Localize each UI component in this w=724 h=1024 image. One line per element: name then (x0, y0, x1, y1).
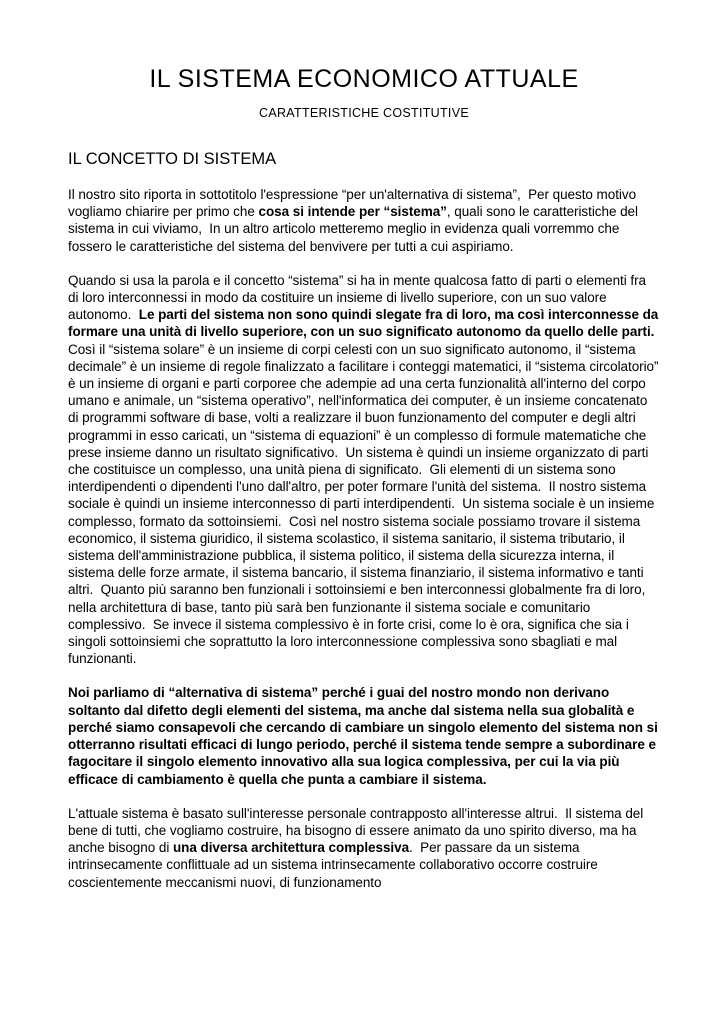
paragraph-2 (68, 272, 663, 668)
document-title: IL SISTEMA ECONOMICO ATTUALE (149, 65, 579, 93)
paragraph-3 (68, 684, 660, 787)
paragraph-1 (68, 186, 660, 255)
text-run: L'attuale sistema è basato sull'interesse personale contrapposto all'interesse altrui. Il sistema del bene di tutti, che vogliamo costruire, ha bisogno di essere animato da uno spirito diverso, ma ha anche bisogno di (68, 805, 647, 856)
bold-text-run: Noi parliamo di “alternativa di sistema” perché i guai del nostro mondo non derivano soltanto dal difetto degli elementi del sistema, ma anche dal sistema nella sua globalità e perché siamo consapevoli che cercando di cambiare un singolo elemento del sistema non si otterranno risultati efficaci di lungo periodo, perché il sistema tende sempre a subordinare e fagocitare il singolo elemento innovativo alla sua logica complessiva, per cui la via più efficace di cambiamento è quella che punta a cambiare il sistema. (68, 685, 662, 787)
text-run: Così il “sistema solare” è un insieme di corpi celesti con un suo significato autonomo, il “sistema decimale” è un insieme di regole finalizzato a facilitare i conteggi matematici, il “sistema circolatorio” è un insieme di organi e parti corporee che adempie ad una certa funzionalità all'interno del corpo umano e animale, un “sistema operativo”, nell'informatica dei computer, è un insieme concatenato di programmi software di base, volti a realizzare il buon funzionamento del computer e degli altri programmi in esso caricati, un “sistema di equazioni” è un complesso di formule matematiche che prese insieme danno un risultato significativo. Un sistema è quindi un insieme organizzato di parti che costituisce un complesso, una unità piena di significato. Gli elementi di un sistema sono interdipendenti o dipendenti l'uno dall'altro, per poter formare l'unità del sistema. Il nostro sistema sociale è quindi un insieme interconnesso di parti interdipendenti. Un sistema sociale è un insieme complesso, formato da sottoinsiemi. Così nel nostro sistema sociale possiamo trovare il sistema economico, il sistema giuridico, il sistema scolastico, il sistema sanitario, il sistema tributario, il sistema dell'amministrazione pubblica, il sistema politico, il sistema della sicurezza interna, il sistema delle forze armate, il sistema bancario, il sistema finanziario, il sistema informativo e tanti altri. Quanto più saranno ben funzionali i sottoinsiemi e ben interconnessi globalmente fra di loro, nella architettura di base, tanto più sarà ben funzionante il sistema sociale e comunitario complessivo. Se invece il sistema complessivo è in forte crisi, come lo è ora, significa che sia i singoli sottoinsiemi che soprattutto la loro interconnessione complessiva sono sbagliati e mal funzionanti. (68, 324, 663, 667)
bold-text-run: cosa si intende per “sistema” (258, 204, 447, 220)
bold-text-run: Le parti del sistema non sono quindi slegate fra di loro, ma così interconnesse da formare una unità di livello superiore, con un suo significato autonomo da quello delle parti. (68, 307, 662, 340)
text-run: Il nostro sito riporta in sottotitolo l'espressione “per un'alternativa di sistema”, Per questo motivo vogliamo chiarire per primo che (68, 187, 640, 220)
paragraph-4 (68, 805, 660, 891)
text-run: . Per passare da un sistema intrinsecamente conflittuale ad un sistema intrinsecamente collaborativo occorre costruire coscientemente meccanismi nuovi, di funzionamento (68, 840, 602, 890)
document-subtitle: CARATTERISTICHE COSTITUTIVE (259, 106, 469, 120)
text-run: Quando si usa la parola e il concetto “sistema” si ha in mente qualcosa fatto di parti o elementi fra di loro interconnessi in modo da costituire un insieme di livello superiore, con un suo valore autonomo. (68, 272, 650, 323)
section-heading: IL CONCETTO DI SISTEMA (68, 150, 277, 168)
article-body (68, 186, 663, 891)
text-run: , quali sono le caratteristiche del sistema in cui viviamo, In un altro articolo metteremo meglio in evidenza quali vorremmo che fossero le caratteristiche del sistema del benvivere per tutti a cui aspiriamo. (68, 204, 642, 254)
bold-text-run: una diversa architettura complessiva (172, 840, 410, 856)
